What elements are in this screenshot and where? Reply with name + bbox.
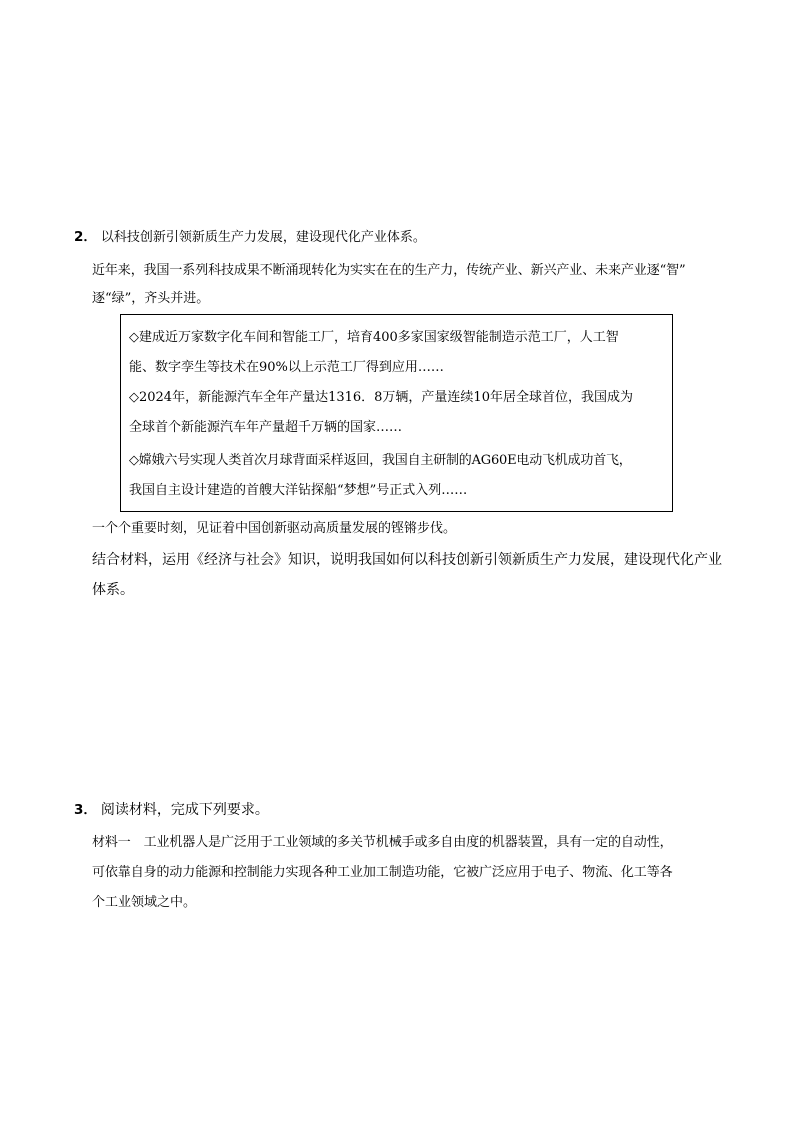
material-box-line: ◇建成近万家数字化车间和智能工厂，培育400多家国家级智能制造示范工厂，人工智 [129,330,619,345]
question-3-material-line-3: 个工业领域之中。 [92,895,197,910]
material-box-line: ◇嫦娥六号实现人类首次月球背面采样返回，我国自主研制的AG60E电动飞机成功首飞， [129,453,632,468]
material-box-line: 全球首个新能源汽车年产量超千万辆的国家…… [129,420,403,435]
question-2-number: 2． [74,229,97,245]
material-box-line: 能、数字孪生等技术在90%以上示范工厂得到应用…… [129,360,444,375]
material-box-line: ◇2024年，新能源汽车全年产量达1316．8万辆，产量连续10年居全球首位，我国成为 [129,390,633,405]
question-3-material-line-2: 可依靠自身的动力能源和控制能力实现各种工业加工制造功能，它被广泛应用于电子、物流、化工等各 [92,865,673,880]
question-3-title: 阅读材料，完成下列要求。 [100,802,269,818]
question-2-title: 以科技创新引领新质生产力发展，建设现代化产业体系。 [100,230,426,245]
question-3-heading [74,801,269,819]
material-box-line: 我国自主设计建造的首艘大洋钻探船“梦想”号正式入列…… [129,483,468,498]
question-2-intro-line-1: 近年来，我国一系列科技成果不断涌现转化为实实在在的生产力，传统产业、新兴产业、未来产业逐“智” [92,263,686,278]
question-2-intro-line-2: 逐“绿”，齐头并进。 [92,291,210,306]
question-2-task-line-2: 体系。 [92,582,134,598]
question-2-after-box: 一个个重要时刻，见证着中国创新驱动高质量发展的铿锵步伐。 [92,521,457,536]
question-3-number: 3． [74,802,97,818]
question-2-heading [74,228,426,247]
question-3-material-line-1: 材料一 工业机器人是广泛用于工业领域的多关节机械手或多自由度的机器装置，具有一定的自动性， [92,835,673,850]
question-2-task-line-1: 结合材料，运用《经济与社会》知识，说明我国如何以科技创新引领新质生产力发展，建设现代化产业 [92,552,722,568]
